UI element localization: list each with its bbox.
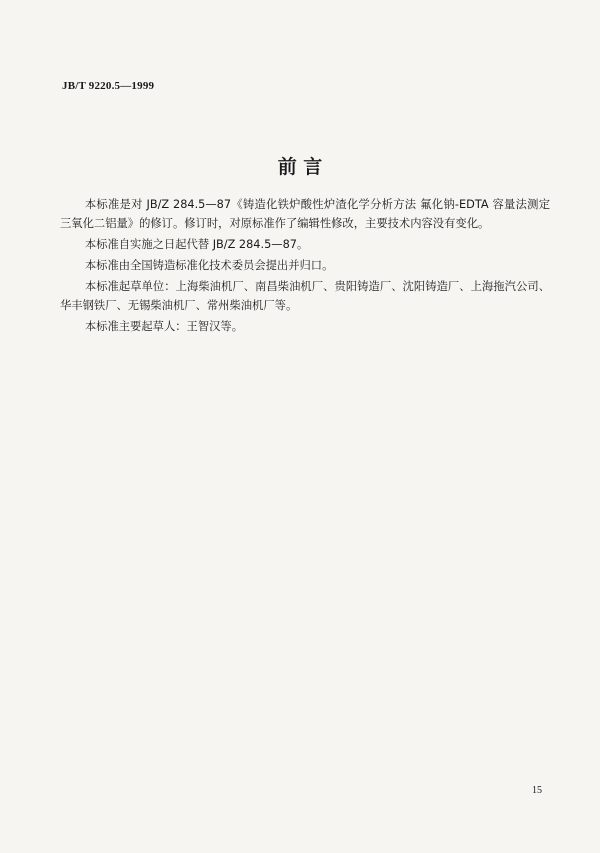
- standard-code: JB/T 9220.5—1999: [62, 80, 155, 92]
- paragraph-revision: 本标准是对 JB/Z 284.5—87《铸造化铁炉酸性炉渣化学分析方法 氟化钠-EDTA 容量法测定三氧化二铝量》的修订。修订时，对原标准作了编辑性修改，主要技术内容没有变化。: [60, 198, 550, 230]
- paragraph-drafters: 本标准主要起草人：王智汉等。: [84, 320, 244, 333]
- page-title: 前 言: [277, 156, 323, 178]
- page-number: 15: [532, 785, 542, 796]
- foreword-body: [60, 195, 550, 338]
- paragraph-proposer: 本标准由全国铸造标准化技术委员会提出并归口。: [84, 259, 334, 272]
- paragraph-replacement: 本标准自实施之日起代替 JB/Z 284.5—87。: [84, 238, 309, 251]
- paragraph-drafting-units: 本标准起草单位：上海柴油机厂、南昌柴油机厂、贵阳铸造厂、沈阳铸造厂、上海拖汽公司、华丰钢铁厂、无锡柴油机厂、常州柴油机厂等。: [60, 280, 550, 312]
